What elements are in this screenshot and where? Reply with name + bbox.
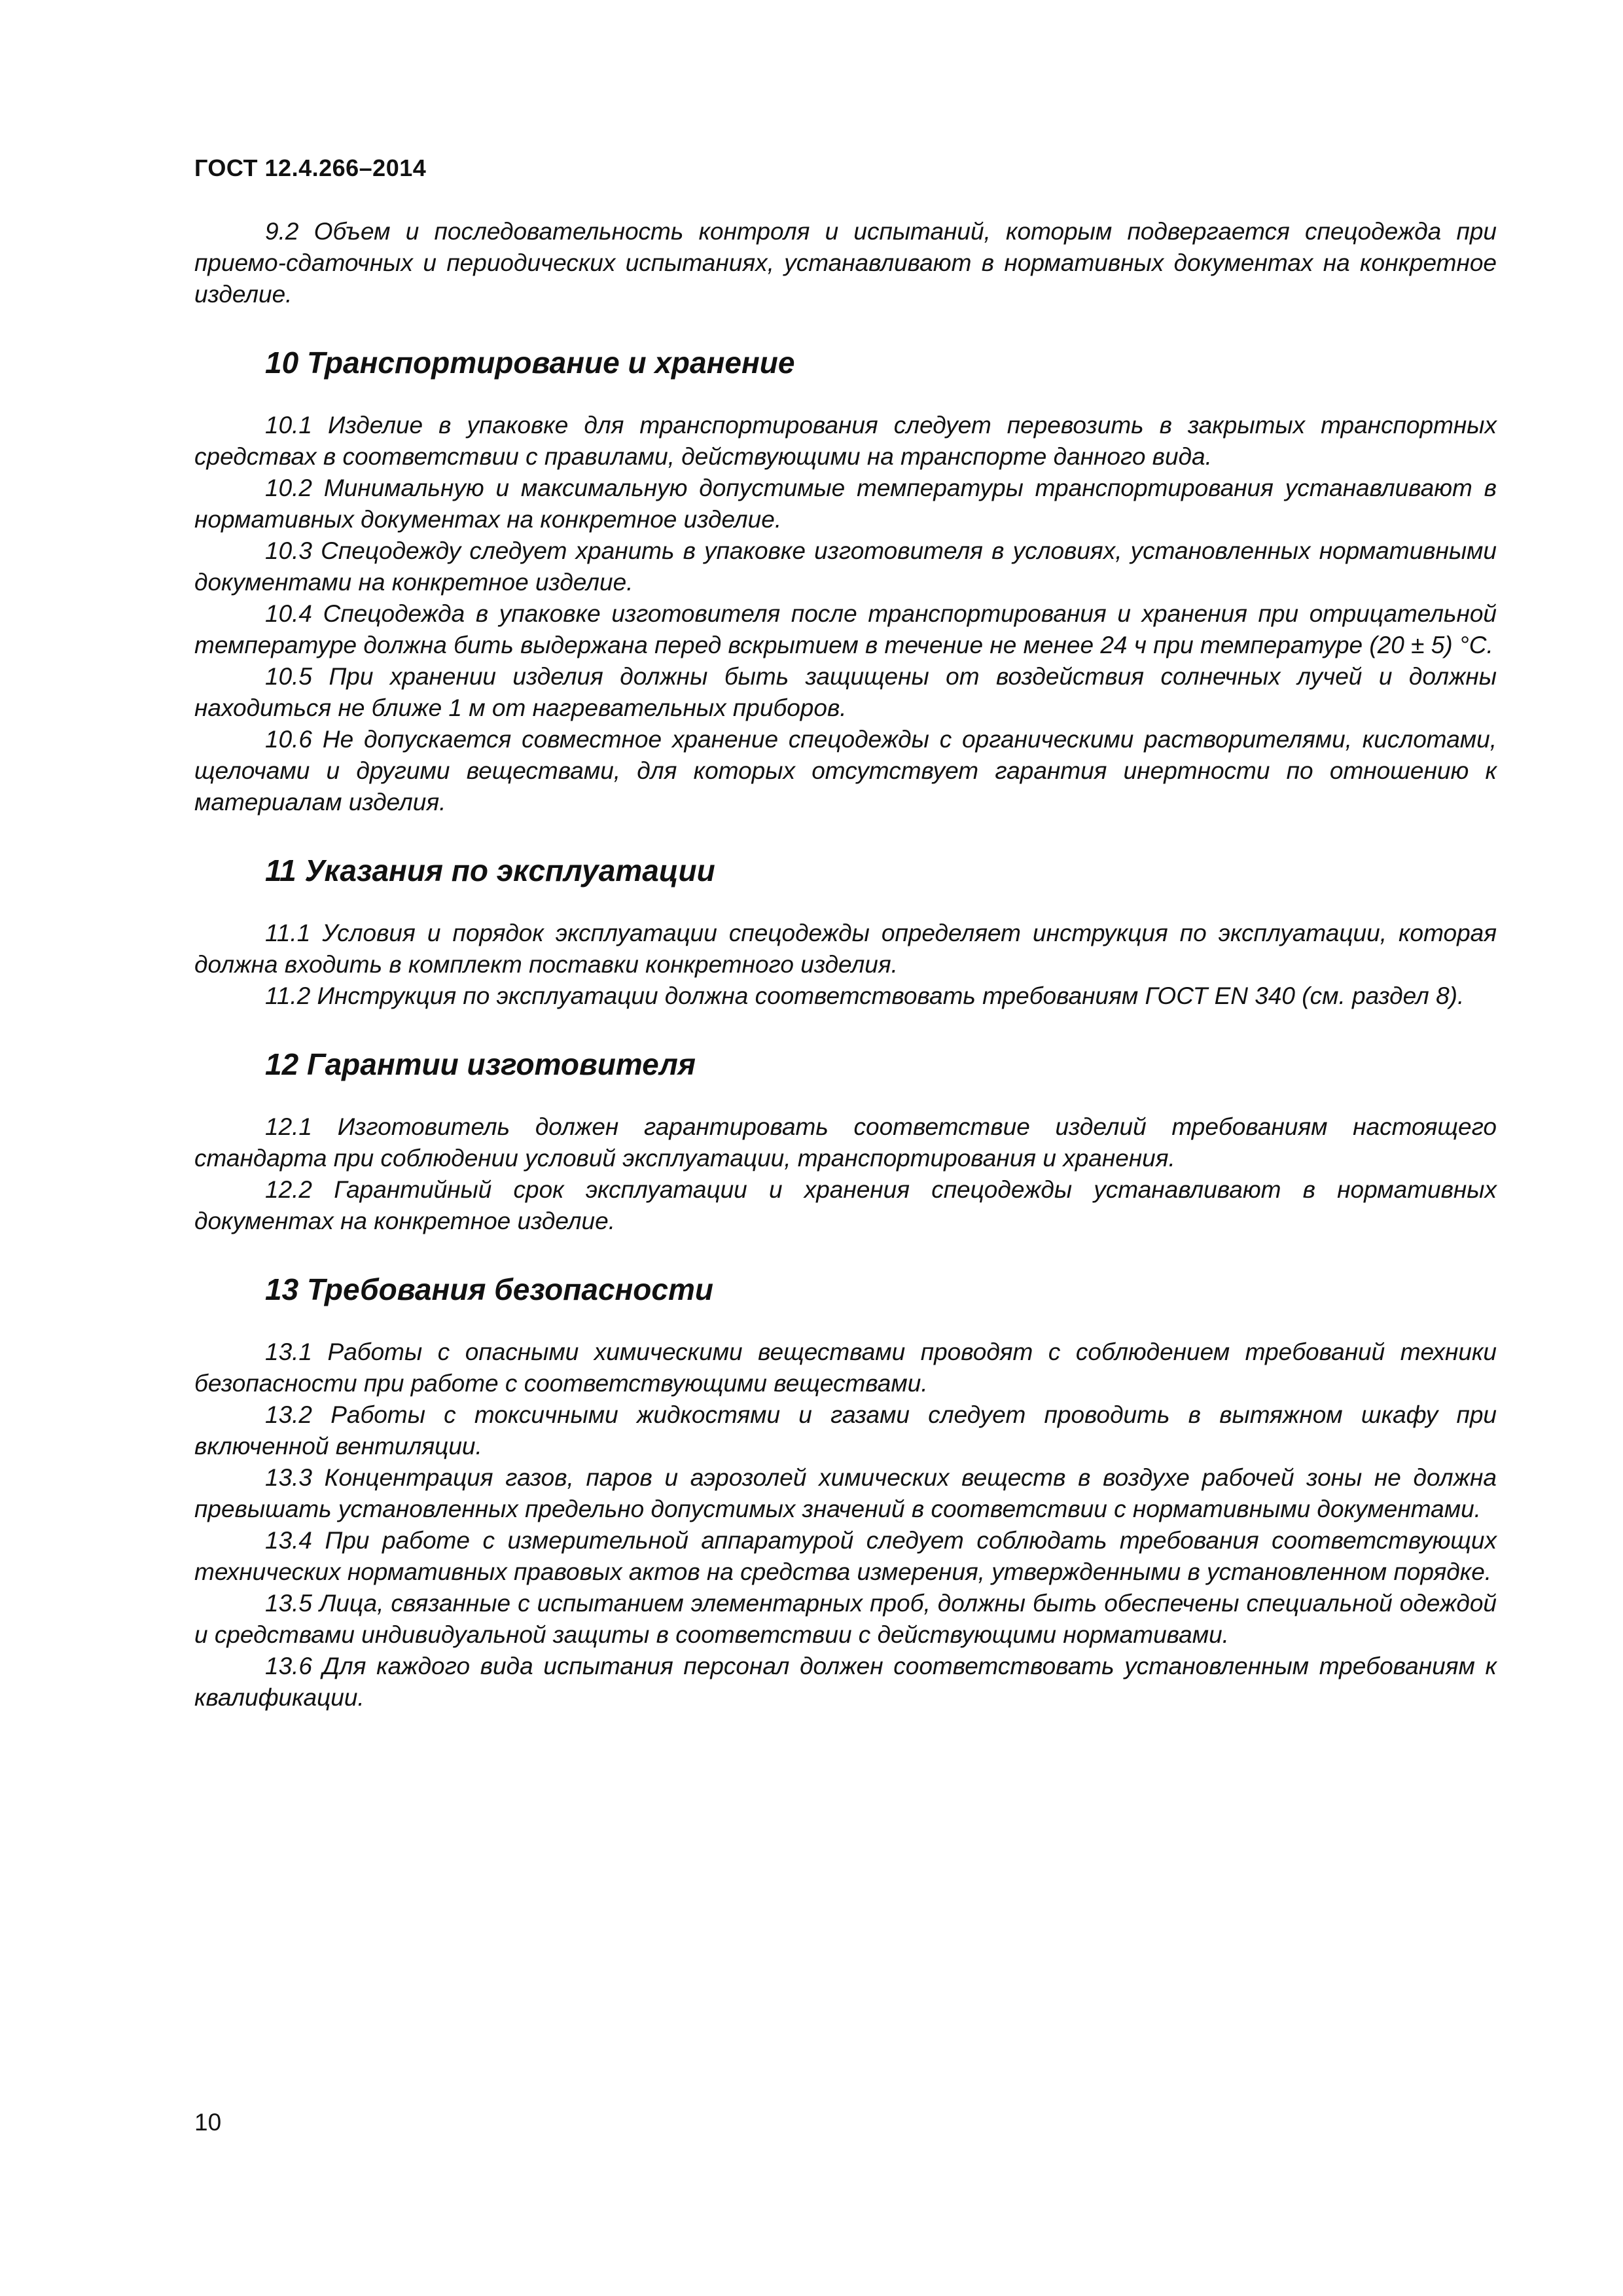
paragraph-12-2: 12.2 Гарантийный срок эксплуатации и хранения спецодежды устанавливают в нормативных документах на конкретное изделие.: [194, 1176, 1497, 1234]
section-heading-13: 13 Требования безопасности: [265, 1272, 713, 1306]
section-heading-11: 11 Указания по эксплуатации: [265, 853, 715, 888]
paragraph-13-6: 13.6 Для каждого вида испытания персонал должен соответствовать установленным требованиям к квалификации.: [194, 1653, 1497, 1711]
paragraph-10-3: 10.3 Спецодежду следует хранить в упаковке изготовителя в условиях, установленных нормативными документами на конкретное изделие.: [194, 537, 1497, 596]
section-heading-10: 10 Транспортирование и хранение: [265, 346, 795, 380]
paragraph-10-2: 10.2 Минимальную и максимальную допустимые температуры транспортирования устанавливают в нормативных документах на конкретное изделие.: [194, 475, 1497, 533]
document-header: ГОСТ 12.4.266–2014: [194, 154, 427, 181]
paragraph-9-2: 9.2 Объем и последовательность контроля и испытаний, которым подвергается спецодежда при приемо-сдаточных и периодических испытаниях, устанавливают в нормативных документах на конкретное изделие.: [194, 218, 1497, 308]
page-number: 10: [194, 2109, 222, 2136]
section-heading-12: 12 Гарантии изготовителя: [265, 1047, 696, 1081]
paragraph-10-4: 10.4 Спецодежда в упаковке изготовителя после транспортирования и хранения при отрицательной температуре должна бить выдержана перед вскрытием в течение не менее 24 ч при температуре (20 ± 5) °С.: [194, 600, 1497, 658]
paragraph-13-4: 13.4 При работе с измерительной аппаратурой следует соблюдать требования соответствующих технических нормативных правовых актов на средства измерения, утвержденными в установленном порядке.: [194, 1527, 1497, 1585]
paragraph-11-1: 11.1 Условия и порядок эксплуатации спецодежды определяет инструкция по эксплуатации, которая должна входить в комплект поставки конкретного изделия.: [194, 920, 1497, 978]
paragraph-11-2: 11.2 Инструкция по эксплуатации должна соответствовать требованиям ГОСТ EN 340 (см. раздел 8).: [265, 982, 1465, 1009]
paragraph-12-1: 12.1 Изготовитель должен гарантировать соответствие изделий требованиям настоящего стандарта при соблюдении условий эксплуатации, транспортирования и хранения.: [194, 1113, 1497, 1172]
paragraph-10-5: 10.5 При хранении изделия должны быть защищены от воздействия солнечных лучей и должны находиться не ближе 1 м от нагревательных приборов.: [194, 663, 1497, 721]
paragraph-13-3: 13.3 Концентрация газов, паров и аэрозолей химических веществ в воздухе рабочей зоны не должна превышать установленных предельно допустимых значений в соответствии с нормативными документами.: [194, 1464, 1497, 1522]
document-body: [194, 216, 1497, 1713]
paragraph-10-1: 10.1 Изделие в упаковке для транспортирования следует перевозить в закрытых транспортных средствах в соответствии с правилами, действующими на транспорте данного вида.: [194, 412, 1497, 470]
paragraph-13-5: 13.5 Лица, связанные с испытанием элементарных проб, должны быть обеспечены специальной одеждой и средствами индивидуальной защиты в соответствии с действующими нормативами.: [194, 1590, 1497, 1648]
paragraph-13-2: 13.2 Работы с токсичными жидкостями и газами следует проводить в вытяжном шкафу при включенной вентиляции.: [194, 1401, 1497, 1460]
paragraph-13-1: 13.1 Работы с опасными химическими веществами проводят с соблюдением требований техники безопасности при работе с соответствующими веществами.: [194, 1338, 1497, 1397]
paragraph-10-6: 10.6 Не допускается совместное хранение спецодежды с органическими растворителями, кислотами, щелочами и другими веществами, для которых отсутствует гарантия инертности по отношению к материалам изделия.: [194, 726, 1497, 816]
